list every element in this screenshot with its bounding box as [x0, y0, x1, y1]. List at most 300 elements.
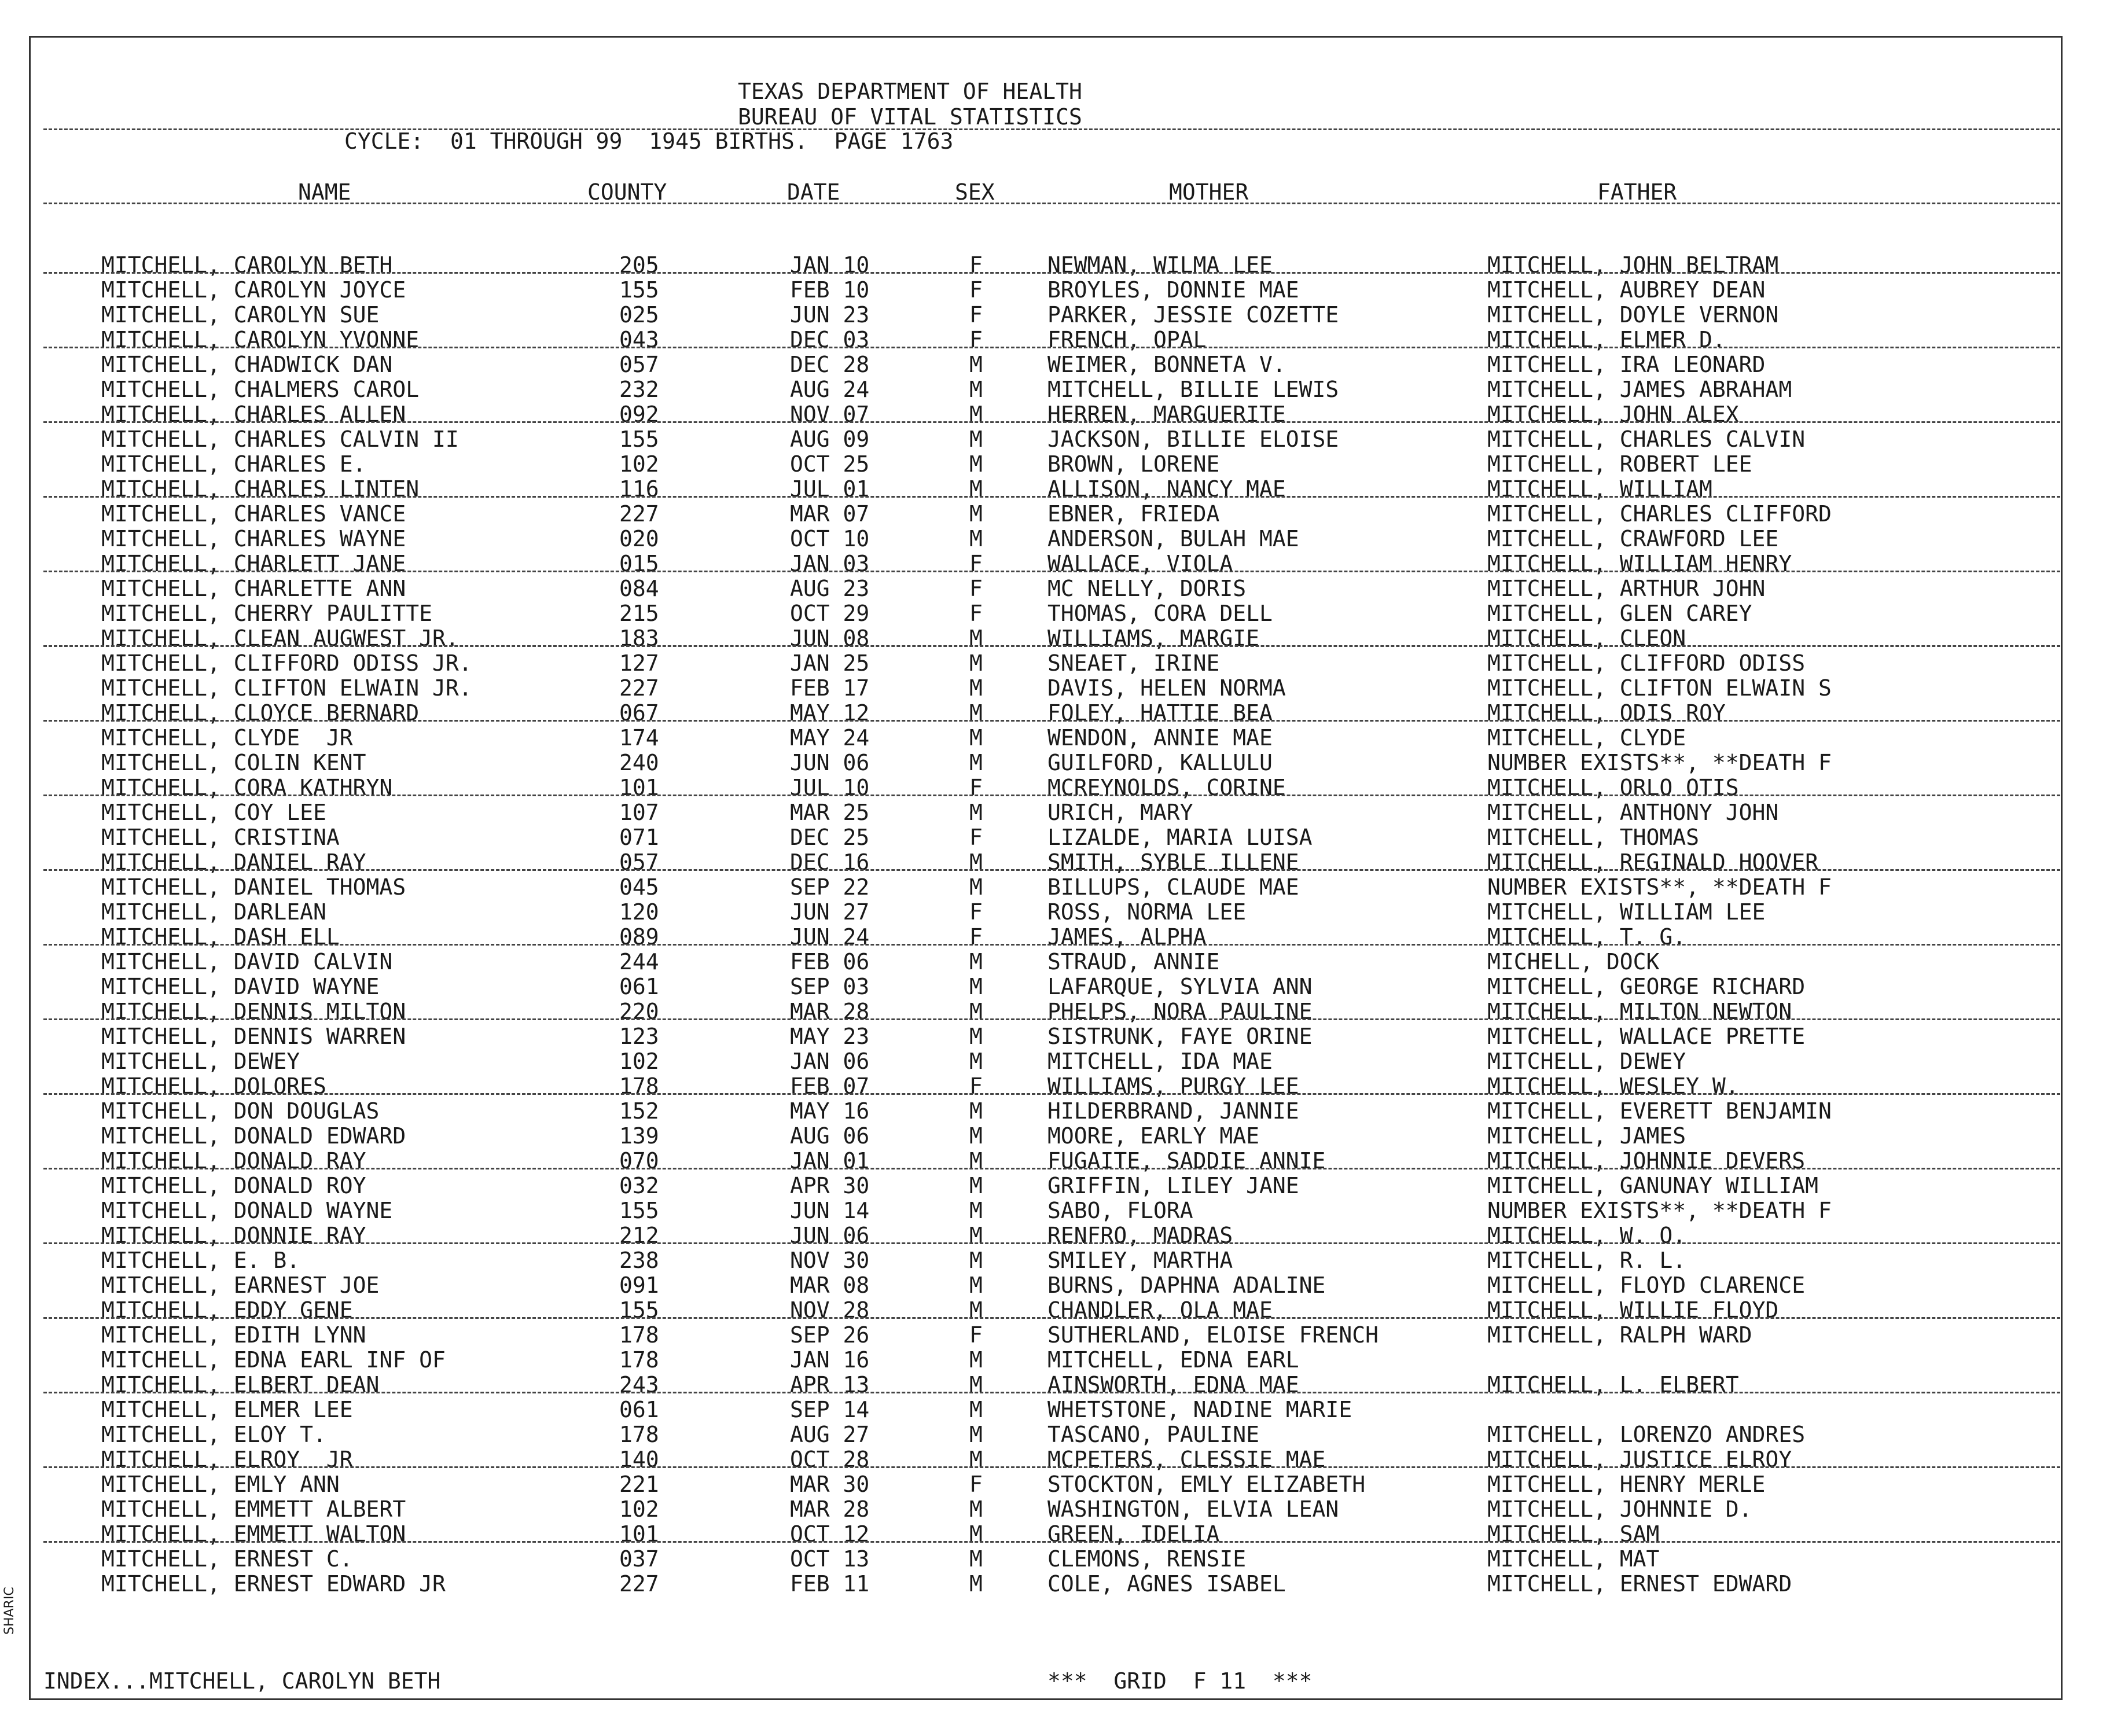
cell-father: MITCHELL, WALLACE PRETTE: [1487, 1024, 1806, 1049]
cell-sex: M: [969, 1148, 983, 1174]
cell-date: OCT 10: [790, 526, 870, 551]
cell-sex: M: [969, 426, 983, 452]
cell-county: 020: [619, 526, 659, 551]
cell-date: JUN 06: [790, 1223, 870, 1248]
cell-name: MITCHELL, COLIN KENT: [101, 750, 366, 775]
cell-mother: AINSWORTH, EDNA MAE: [1047, 1372, 1299, 1397]
cell-father: MITCHELL, CLIFFORD ODISS: [1487, 650, 1806, 676]
cell-name: MITCHELL, CHARLES ALLEN: [101, 402, 406, 427]
cell-date: JUN 23: [790, 302, 870, 328]
cell-name: MITCHELL, CHALMERS CAROL: [101, 377, 420, 402]
cell-father: MITCHELL, CHARLES CLIFFORD: [1487, 501, 1832, 527]
cell-mother: GUILFORD, KALLULU: [1047, 750, 1273, 775]
cell-county: 205: [619, 252, 659, 278]
row-ruling: [43, 720, 2060, 722]
cell-name: MITCHELL, CHERRY PAULITTE: [101, 601, 432, 626]
cell-father: MITCHELL, ODIS ROY: [1487, 700, 1726, 726]
cell-date: SEP 22: [790, 874, 870, 900]
cell-sex: M: [969, 1546, 983, 1572]
cell-father: MITCHELL, DOYLE VERNON: [1487, 302, 1779, 328]
cell-county: 238: [619, 1248, 659, 1273]
cell-sex: F: [969, 899, 983, 925]
table-row: [0, 278, 2110, 302]
column-header-father: FATHER: [1597, 179, 1677, 205]
row-ruling: [43, 1317, 2060, 1319]
cell-name: MITCHELL, CAROLYN JOYCE: [101, 277, 406, 303]
cell-county: 107: [619, 800, 659, 825]
cell-sex: F: [969, 252, 983, 278]
table-row: [0, 825, 2110, 849]
cell-father: MITCHELL, GEORGE RICHARD: [1487, 974, 1806, 999]
cell-county: 015: [619, 551, 659, 576]
cell-father: MITCHELL, CLYDE: [1487, 725, 1686, 751]
table-row: [0, 950, 2110, 974]
table-row: [0, 303, 2110, 327]
cell-father: MITCHELL, GANUNAY WILLIAM: [1487, 1173, 1818, 1198]
cell-sex: F: [969, 327, 983, 352]
cell-name: MITCHELL, EDDY GENE: [101, 1297, 353, 1323]
cell-father: MITCHELL, REGINALD HOOVER: [1487, 849, 1818, 875]
cell-date: MAY 12: [790, 700, 870, 726]
cell-name: MITCHELL, DARLEAN: [101, 899, 326, 925]
cell-mother: LIZALDE, MARIA LUISA: [1047, 825, 1313, 850]
cell-sex: M: [969, 526, 983, 551]
cell-mother: STOCKTON, EMLY ELIZABETH: [1047, 1472, 1366, 1497]
cell-father: MITCHELL, T. G.: [1487, 924, 1686, 950]
cell-mother: WHETSTONE, NADINE MARIE: [1047, 1397, 1352, 1422]
cell-mother: MITCHELL, IDA MAE: [1047, 1049, 1273, 1074]
cell-father: MITCHELL, JAMES ABRAHAM: [1487, 377, 1792, 402]
cell-name: MITCHELL, CHARLES VANCE: [101, 501, 406, 527]
table-row: [0, 377, 2110, 402]
cell-name: MITCHELL, CHADWICK DAN: [101, 352, 393, 377]
cell-mother: COLE, AGNES ISABEL: [1047, 1571, 1286, 1597]
cell-name: MITCHELL, EMLY ANN: [101, 1472, 340, 1497]
cell-sex: M: [969, 1521, 983, 1547]
cell-date: SEP 14: [790, 1397, 870, 1422]
cell-date: SEP 26: [790, 1322, 870, 1348]
cell-father: MITCHELL, AUBREY DEAN: [1487, 277, 1766, 303]
table-row: [0, 800, 2110, 825]
cell-name: MITCHELL, DANIEL RAY: [101, 849, 366, 875]
cell-sex: M: [969, 700, 983, 726]
cell-father: MITCHELL, JAMES: [1487, 1123, 1686, 1149]
cell-father: MITCHELL, R. L.: [1487, 1248, 1686, 1273]
cell-mother: BILLUPS, CLAUDE MAE: [1047, 874, 1299, 900]
cell-date: MAR 07: [790, 501, 870, 527]
cell-father: MITCHELL, CHARLES CALVIN: [1487, 426, 1806, 452]
cell-father: MITCHELL, JUSTICE ELROY: [1487, 1447, 1792, 1472]
row-ruling: [43, 1168, 2060, 1169]
cell-mother: SMITH, SYBLE ILLENE: [1047, 849, 1299, 875]
cell-sex: M: [969, 1198, 983, 1223]
cell-date: JUL 10: [790, 775, 870, 800]
cell-county: 032: [619, 1173, 659, 1198]
row-ruling: [43, 869, 2060, 871]
cell-date: DEC 16: [790, 849, 870, 875]
cell-sex: F: [969, 924, 983, 950]
cell-father: MITCHELL, MAT: [1487, 1546, 1660, 1572]
cell-mother: BROYLES, DONNIE MAE: [1047, 277, 1299, 303]
cell-father: NUMBER EXISTS**, **DEATH F: [1487, 1198, 1832, 1223]
cell-sex: M: [969, 725, 983, 751]
cell-sex: M: [969, 999, 983, 1024]
cell-name: MITCHELL, CAROLYN BETH: [101, 252, 393, 278]
cell-mother: PARKER, JESSIE COZETTE: [1047, 302, 1339, 328]
cell-county: 212: [619, 1223, 659, 1248]
row-ruling: [43, 1242, 2060, 1244]
table-row: [0, 974, 2110, 999]
cell-date: OCT 28: [790, 1447, 870, 1472]
cell-sex: M: [969, 626, 983, 651]
row-ruling: [43, 944, 2060, 946]
cell-date: NOV 30: [790, 1248, 870, 1273]
cell-county: 120: [619, 899, 659, 925]
cell-county: 178: [619, 1422, 659, 1447]
cell-name: MITCHELL, E. B.: [101, 1248, 300, 1273]
cell-mother: WILLIAMS, PURGY LEE: [1047, 1073, 1299, 1099]
cell-sex: M: [969, 750, 983, 775]
cell-date: JUL 01: [790, 476, 870, 502]
row-ruling: [43, 421, 2060, 423]
cell-county: 174: [619, 725, 659, 751]
cell-mother: WEIMER, BONNETA V.: [1047, 352, 1286, 377]
cell-father: MITCHELL, DEWEY: [1487, 1049, 1686, 1074]
table-row: [0, 1323, 2110, 1347]
cell-sex: M: [969, 1098, 983, 1124]
cell-father: MICHELL, DOCK: [1487, 949, 1660, 974]
column-header-date: DATE: [787, 179, 840, 205]
cell-date: DEC 03: [790, 327, 870, 352]
cell-sex: F: [969, 1472, 983, 1497]
cell-father: MITCHELL, ERNEST EDWARD: [1487, 1571, 1792, 1597]
cell-sex: M: [969, 352, 983, 377]
cell-mother: PHELPS, NORA PAULINE: [1047, 999, 1313, 1024]
cell-county: 043: [619, 327, 659, 352]
table-row: [0, 1174, 2110, 1198]
cell-father: MITCHELL, RALPH WARD: [1487, 1322, 1752, 1348]
cell-county: 155: [619, 1198, 659, 1223]
cell-father: MITCHELL, ELMER D.: [1487, 327, 1726, 352]
cell-father: MITCHELL, WILLIE FLOYD: [1487, 1297, 1779, 1323]
cell-father: NUMBER EXISTS**, **DEATH F: [1487, 874, 1832, 900]
table-row: [0, 352, 2110, 377]
cell-father: MITCHELL, JOHNNIE D.: [1487, 1496, 1752, 1522]
cell-date: OCT 25: [790, 451, 870, 477]
column-header-sex: SEX: [955, 179, 995, 205]
cell-county: 232: [619, 377, 659, 402]
footer-index: INDEX...MITCHELL, CAROLYN BETH: [43, 1668, 441, 1694]
cell-name: MITCHELL, CLIFTON ELWAIN JR.: [101, 675, 472, 701]
cell-county: 227: [619, 1571, 659, 1597]
column-header-name: NAME: [298, 179, 351, 205]
cell-county: 061: [619, 974, 659, 999]
cell-county: 220: [619, 999, 659, 1024]
cell-county: 221: [619, 1472, 659, 1497]
row-ruling: [43, 645, 2060, 647]
cell-mother: SISTRUNK, FAYE ORINE: [1047, 1024, 1313, 1049]
cell-county: 025: [619, 302, 659, 328]
cell-county: 178: [619, 1322, 659, 1348]
cell-date: MAR 28: [790, 999, 870, 1024]
cell-name: MITCHELL, DENNIS MILTON: [101, 999, 406, 1024]
cell-date: FEB 06: [790, 949, 870, 974]
column-header-county: COUNTY: [587, 179, 667, 205]
cell-sex: M: [969, 1447, 983, 1472]
row-ruling: [43, 571, 2060, 572]
cell-date: FEB 07: [790, 1073, 870, 1099]
cell-date: SEP 03: [790, 974, 870, 999]
cell-county: 037: [619, 1546, 659, 1572]
cell-name: MITCHELL, CHARLES CALVIN II: [101, 426, 459, 452]
cell-mother: ALLISON, NANCY MAE: [1047, 476, 1286, 502]
table-row: [0, 452, 2110, 476]
cell-mother: WALLACE, VIOLA: [1047, 551, 1233, 576]
cell-date: MAY 16: [790, 1098, 870, 1124]
cell-mother: CHANDLER, OLA MAE: [1047, 1297, 1273, 1323]
cell-father: MITCHELL, IRA LEONARD: [1487, 352, 1766, 377]
table-row: [0, 751, 2110, 775]
table-row: [0, 1248, 2110, 1272]
cell-name: MITCHELL, DANIEL THOMAS: [101, 874, 406, 900]
cell-county: 116: [619, 476, 659, 502]
cell-father: NUMBER EXISTS**, **DEATH F: [1487, 750, 1832, 775]
cell-father: MITCHELL, EVERETT BENJAMIN: [1487, 1098, 1832, 1124]
cell-name: MITCHELL, ELMER LEE: [101, 1397, 353, 1422]
cell-father: MITCHELL, WILLIAM: [1487, 476, 1712, 502]
table-row: [0, 1497, 2110, 1521]
cell-date: APR 30: [790, 1173, 870, 1198]
cell-sex: M: [969, 800, 983, 825]
cell-sex: M: [969, 402, 983, 427]
cell-name: MITCHELL, EARNEST JOE: [101, 1272, 380, 1298]
cell-sex: M: [969, 1024, 983, 1049]
cell-name: MITCHELL, ELBERT DEAN: [101, 1372, 380, 1397]
cell-name: MITCHELL, ERNEST C.: [101, 1546, 353, 1572]
cell-name: MITCHELL, EMMETT WALTON: [101, 1521, 406, 1547]
cell-name: MITCHELL, CLEAN AUGWEST JR.: [101, 626, 459, 651]
cell-sex: F: [969, 825, 983, 850]
table-row: [0, 900, 2110, 924]
table-row: [0, 1099, 2110, 1123]
table-row: [0, 527, 2110, 551]
cell-name: MITCHELL, ELROY JR: [101, 1447, 353, 1472]
cell-county: 152: [619, 1098, 659, 1124]
cell-mother: MITCHELL, EDNA EARL: [1047, 1347, 1299, 1373]
cell-date: MAR 28: [790, 1496, 870, 1522]
cell-father: MITCHELL, CLIFTON ELWAIN S: [1487, 675, 1832, 701]
cell-sex: F: [969, 1322, 983, 1348]
cell-mother: SMILEY, MARTHA: [1047, 1248, 1233, 1273]
cell-name: MITCHELL, EMMETT ALBERT: [101, 1496, 406, 1522]
cell-mother: JAMES, ALPHA: [1047, 924, 1207, 950]
cell-mother: BROWN, LORENE: [1047, 451, 1220, 477]
cell-mother: GRIFFIN, LILEY JANE: [1047, 1173, 1299, 1198]
cell-date: DEC 28: [790, 352, 870, 377]
cell-name: MITCHELL, CHARLES E.: [101, 451, 366, 477]
table-row: [0, 676, 2110, 700]
cell-name: MITCHELL, DASH ELL: [101, 924, 340, 950]
cell-name: MITCHELL, DOLORES: [101, 1073, 326, 1099]
cell-father: MITCHELL, WILLIAM HENRY: [1487, 551, 1792, 576]
cell-name: MITCHELL, DENNIS WARREN: [101, 1024, 406, 1049]
cell-sex: F: [969, 576, 983, 601]
cell-name: MITCHELL, DON DOUGLAS: [101, 1098, 380, 1124]
cell-date: JUN 08: [790, 626, 870, 651]
cell-sex: M: [969, 1049, 983, 1074]
cell-name: MITCHELL, CLYDE JR: [101, 725, 353, 751]
cell-mother: CLEMONS, RENSIE: [1047, 1546, 1247, 1572]
cell-mother: THOMAS, CORA DELL: [1047, 601, 1273, 626]
cell-mother: TASCANO, PAULINE: [1047, 1422, 1260, 1447]
cell-sex: M: [969, 1397, 983, 1422]
cell-county: 178: [619, 1347, 659, 1373]
table-row: [0, 1397, 2110, 1422]
cell-mother: MCREYNOLDS, CORINE: [1047, 775, 1286, 800]
table-row: [0, 1422, 2110, 1447]
cell-name: MITCHELL, CHARLETTE ANN: [101, 576, 406, 601]
table-row: [0, 1572, 2110, 1596]
table-row: [0, 726, 2110, 750]
cell-county: 092: [619, 402, 659, 427]
cell-mother: MOORE, EARLY MAE: [1047, 1123, 1260, 1149]
cell-mother: MITCHELL, BILLIE LEWIS: [1047, 377, 1339, 402]
cell-county: 102: [619, 1049, 659, 1074]
cell-father: MITCHELL, THOMAS: [1487, 825, 1700, 850]
cell-mother: HERREN, MARGUERITE: [1047, 402, 1286, 427]
cell-sex: M: [969, 501, 983, 527]
table-row: [0, 502, 2110, 526]
cell-name: MITCHELL, DONALD ROY: [101, 1173, 366, 1198]
cell-name: MITCHELL, CLOYCE BERNARD: [101, 700, 420, 726]
footer-grid: *** GRID F 11 ***: [1047, 1668, 1313, 1694]
cell-sex: M: [969, 1571, 983, 1597]
cell-mother: DAVIS, HELEN NORMA: [1047, 675, 1286, 701]
cell-mother: SNEAET, IRINE: [1047, 650, 1220, 676]
cell-mother: JACKSON, BILLIE ELOISE: [1047, 426, 1339, 452]
cell-father: MITCHELL, ANTHONY JOHN: [1487, 800, 1779, 825]
cell-name: MITCHELL, CHARLES WAYNE: [101, 526, 406, 551]
row-ruling: [43, 496, 2060, 498]
table-row: [0, 1024, 2110, 1049]
cell-sex: M: [969, 1297, 983, 1323]
cell-county: 102: [619, 1496, 659, 1522]
row-ruling: [43, 272, 2060, 274]
cell-county: 071: [619, 825, 659, 850]
cell-date: OCT 13: [790, 1546, 870, 1572]
table-row: [0, 1472, 2110, 1496]
cell-mother: WASHINGTON, ELVIA LEAN: [1047, 1496, 1339, 1522]
cell-mother: BURNS, DAPHNA ADALINE: [1047, 1272, 1326, 1298]
cell-name: MITCHELL, DAVID CALVIN: [101, 949, 393, 974]
cell-county: 155: [619, 1297, 659, 1323]
cell-county: 227: [619, 501, 659, 527]
cell-date: JAN 01: [790, 1148, 870, 1174]
cell-sex: M: [969, 1496, 983, 1522]
header-subtitle: BUREAU OF VITAL STATISTICS: [738, 104, 1082, 130]
row-ruling: [43, 1018, 2060, 1020]
cell-father: MITCHELL, ROBERT LEE: [1487, 451, 1752, 477]
column-header-mother: MOTHER: [1169, 179, 1249, 205]
table-row: [0, 1198, 2110, 1223]
cell-date: JAN 06: [790, 1049, 870, 1074]
cell-name: MITCHELL, DAVID WAYNE: [101, 974, 380, 999]
cell-sex: M: [969, 1248, 983, 1273]
cell-father: MITCHELL, L. ELBERT: [1487, 1372, 1739, 1397]
cell-sex: M: [969, 1422, 983, 1447]
table-row: [0, 601, 2110, 626]
cell-mother: ROSS, NORMA LEE: [1047, 899, 1247, 925]
cell-date: AUG 24: [790, 377, 870, 402]
cell-sex: F: [969, 551, 983, 576]
cell-sex: M: [969, 1347, 983, 1373]
cell-sex: M: [969, 949, 983, 974]
cell-father: MITCHELL, MILTON NEWTON: [1487, 999, 1792, 1024]
cell-father: MITCHELL, HENRY MERLE: [1487, 1472, 1766, 1497]
cell-father: MITCHELL, WESLEY W.: [1487, 1073, 1739, 1099]
cell-county: 123: [619, 1024, 659, 1049]
cell-county: 183: [619, 626, 659, 651]
cell-sex: M: [969, 1272, 983, 1298]
cell-sex: M: [969, 377, 983, 402]
cell-mother: MCPETERS, CLESSIE MAE: [1047, 1447, 1326, 1472]
cell-sex: M: [969, 1173, 983, 1198]
row-ruling: [43, 795, 2060, 796]
cell-date: MAR 08: [790, 1272, 870, 1298]
row-ruling: [43, 1541, 2060, 1543]
cell-sex: M: [969, 1223, 983, 1248]
cell-sex: M: [969, 974, 983, 999]
cell-county: 127: [619, 650, 659, 676]
cell-date: OCT 29: [790, 601, 870, 626]
cell-county: 215: [619, 601, 659, 626]
table-row: [0, 576, 2110, 601]
cell-father: MITCHELL, LORENZO ANDRES: [1487, 1422, 1806, 1447]
cell-date: FEB 10: [790, 277, 870, 303]
cell-county: 061: [619, 1397, 659, 1422]
cell-name: MITCHELL, EDNA EARL INF OF: [101, 1347, 446, 1373]
cell-mother: EBNER, FRIEDA: [1047, 501, 1220, 527]
cell-date: JAN 10: [790, 252, 870, 278]
cell-mother: FUGAITE, SADDIE ANNIE: [1047, 1148, 1326, 1174]
cell-date: JAN 25: [790, 650, 870, 676]
cell-sex: M: [969, 1372, 983, 1397]
cell-name: MITCHELL, ELOY T.: [101, 1422, 326, 1447]
cell-name: MITCHELL, COY LEE: [101, 800, 326, 825]
cell-father: MITCHELL, WILLIAM LEE: [1487, 899, 1766, 925]
cell-name: MITCHELL, CAROLYN SUE: [101, 302, 380, 328]
cell-county: 067: [619, 700, 659, 726]
cell-date: AUG 23: [790, 576, 870, 601]
cell-mother: NEWMAN, WILMA LEE: [1047, 252, 1273, 278]
cell-date: FEB 11: [790, 1571, 870, 1597]
cell-sex: F: [969, 277, 983, 303]
cell-county: 240: [619, 750, 659, 775]
cell-father: MITCHELL, GLEN CAREY: [1487, 601, 1752, 626]
cell-date: JUN 14: [790, 1198, 870, 1223]
cell-county: 178: [619, 1073, 659, 1099]
cell-sex: M: [969, 675, 983, 701]
cell-county: 101: [619, 1521, 659, 1547]
cell-county: 244: [619, 949, 659, 974]
cell-date: MAY 23: [790, 1024, 870, 1049]
cell-sex: F: [969, 1073, 983, 1099]
cell-county: 057: [619, 849, 659, 875]
cell-date: DEC 25: [790, 825, 870, 850]
cell-date: AUG 06: [790, 1123, 870, 1149]
cell-county: 045: [619, 874, 659, 900]
table-row: [0, 1547, 2110, 1571]
